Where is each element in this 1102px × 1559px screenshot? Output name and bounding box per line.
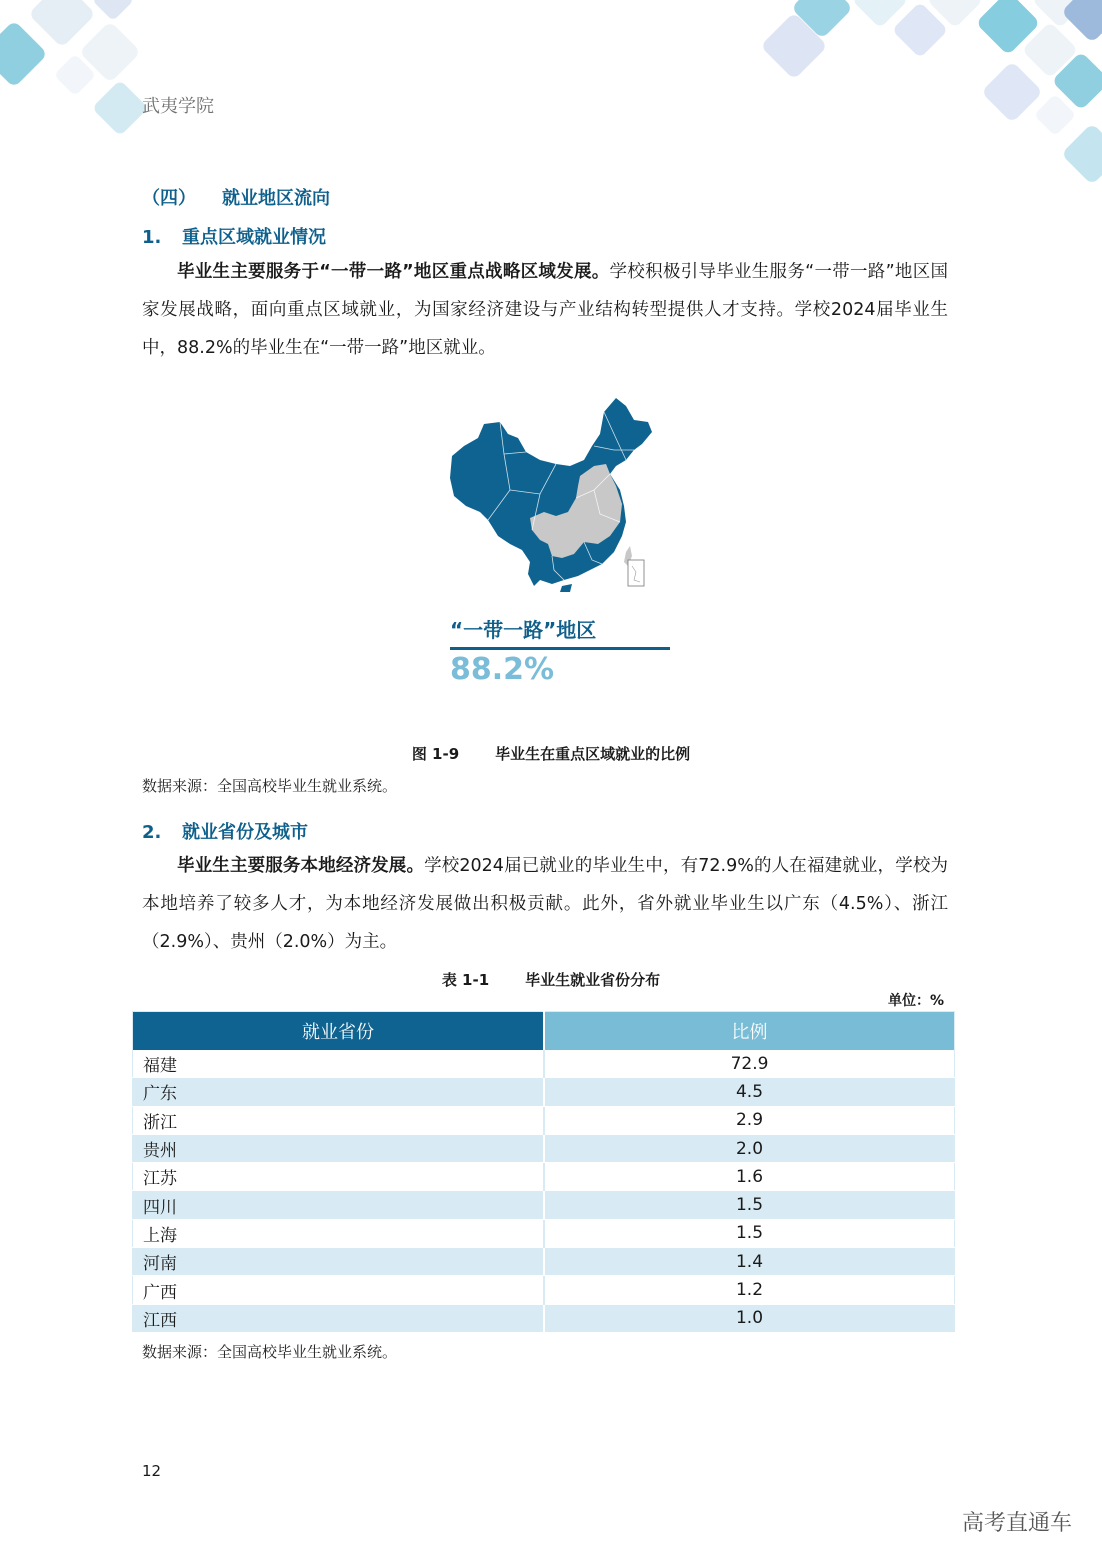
paragraph-body: 学校2024届已就业的毕业生中，有72.9%的人在福建就业，学校为本地培养了较多人才，为本地经济发展做出积极贡献。此外，省外就业毕业生以广东（4.5%）、浙江（2.9%）、贵州（2.0%）为主。 bbox=[142, 856, 948, 952]
table-title: 毕业生就业省份分布 bbox=[525, 971, 661, 989]
subsection-number: 2. bbox=[142, 822, 162, 843]
section-number: （四） bbox=[142, 188, 196, 209]
map-hainan bbox=[560, 584, 572, 592]
table-number: 表 1-1 bbox=[441, 971, 490, 989]
table-row bbox=[133, 1219, 955, 1247]
china-map bbox=[444, 394, 664, 594]
data-source-2: 数据来源：全国高校毕业生就业系统。 bbox=[142, 1343, 398, 1361]
province-name: 贵州 bbox=[133, 1134, 545, 1162]
table-row bbox=[133, 1304, 955, 1332]
province-ratio: 2.9 bbox=[544, 1106, 955, 1134]
region-divider bbox=[450, 647, 670, 650]
table-row bbox=[133, 1050, 955, 1078]
page-number: 12 bbox=[142, 1462, 162, 1480]
table-caption bbox=[0, 969, 1102, 990]
province-name: 福建 bbox=[133, 1050, 545, 1078]
table-row bbox=[133, 1134, 955, 1162]
subsection-heading-2 bbox=[142, 818, 308, 844]
paragraph-body: 学校积极引导毕业生服务“一带一路”地区国家发展战略，面向重点区域就业，为国家经济建设与产业结构转型提供人才支持。学校2024届毕业生中，88.2%的毕业生在“一带一路”地区就业。 bbox=[142, 262, 948, 358]
data-source-1: 数据来源：全国高校毕业生就业系统。 bbox=[142, 777, 398, 795]
section-heading bbox=[142, 184, 330, 210]
subsection-title: 就业省份及城市 bbox=[182, 822, 308, 843]
table-row bbox=[133, 1106, 955, 1134]
province-name: 河南 bbox=[133, 1248, 545, 1276]
table-row bbox=[133, 1276, 955, 1304]
province-name: 四川 bbox=[133, 1191, 545, 1219]
header-province: 就业省份 bbox=[133, 1012, 545, 1051]
province-ratio: 1.5 bbox=[544, 1191, 955, 1219]
province-ratio: 1.5 bbox=[544, 1219, 955, 1247]
table-header-row bbox=[133, 1012, 955, 1051]
province-ratio: 4.5 bbox=[544, 1078, 955, 1106]
subsection-heading-1 bbox=[142, 223, 326, 249]
table-unit: 单位：% bbox=[887, 993, 944, 1009]
table-row bbox=[133, 1163, 955, 1191]
paragraph-1 bbox=[142, 253, 948, 367]
paragraph-2 bbox=[142, 847, 948, 961]
province-ratio: 1.4 bbox=[544, 1248, 955, 1276]
province-ratio: 1.2 bbox=[544, 1276, 955, 1304]
watermark-text: 高考直通车 bbox=[961, 1511, 1072, 1536]
school-name: 武夷学院 bbox=[142, 96, 214, 117]
table-row bbox=[133, 1191, 955, 1219]
province-name: 广东 bbox=[133, 1078, 545, 1106]
section-title: 就业地区流向 bbox=[222, 188, 330, 209]
paragraph-lead: 毕业生主要服务本地经济发展。 bbox=[177, 856, 425, 876]
province-table bbox=[132, 1011, 955, 1333]
figure-caption bbox=[0, 743, 1102, 764]
province-name: 广西 bbox=[133, 1276, 545, 1304]
region-label: “一带一路”地区 bbox=[450, 618, 597, 642]
subsection-number: 1. bbox=[142, 227, 162, 248]
table-row bbox=[133, 1078, 955, 1106]
province-ratio: 2.0 bbox=[544, 1134, 955, 1162]
province-name: 浙江 bbox=[133, 1106, 545, 1134]
province-ratio: 72.9 bbox=[544, 1050, 955, 1078]
figure-number: 图 1-9 bbox=[411, 745, 460, 763]
province-name: 江西 bbox=[133, 1304, 545, 1332]
map-belt-road-region bbox=[450, 398, 652, 586]
paragraph-lead: 毕业生主要服务于“一带一路”地区重点战略区域发展。 bbox=[177, 262, 610, 282]
region-percentage: 88.2% bbox=[450, 652, 555, 687]
province-name: 江苏 bbox=[133, 1163, 545, 1191]
province-ratio: 1.0 bbox=[544, 1304, 955, 1332]
province-ratio: 1.6 bbox=[544, 1163, 955, 1191]
header-ratio: 比例 bbox=[544, 1012, 955, 1051]
province-name: 上海 bbox=[133, 1219, 545, 1247]
subsection-title: 重点区域就业情况 bbox=[182, 227, 326, 248]
figure-title: 毕业生在重点区域就业的比例 bbox=[495, 745, 691, 763]
table-row bbox=[133, 1248, 955, 1276]
